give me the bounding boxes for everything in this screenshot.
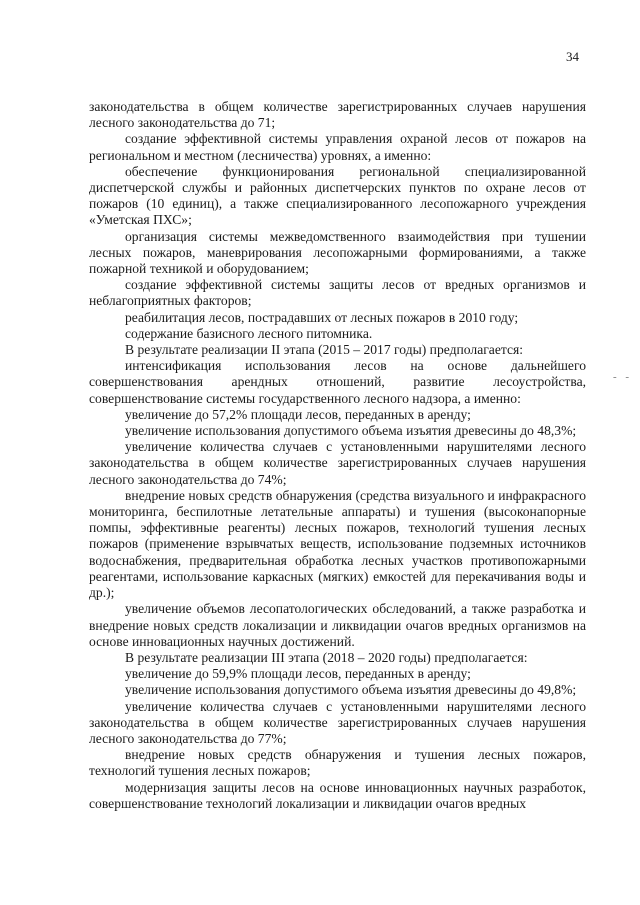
paragraph: реабилитация лесов, пострадавших от лесных пожаров в 2010 году; — [125, 309, 519, 325]
paragraph: увеличение до 57,2% площади лесов, переданных в аренду; — [125, 406, 471, 422]
paragraph: увеличение до 59,9% площади лесов, переданных в аренду; — [125, 666, 471, 682]
margin-mark: - - — [613, 371, 633, 383]
paragraph: В результате реализации III этапа (2018 – 2020 годы) предполагается: — [125, 649, 528, 665]
paragraph: увеличение использования допустимого объема изъятия древесины до 48,3%; — [125, 423, 577, 439]
paragraph: увеличение количества случаев с установленными нарушителями лесного законодательства в общем количестве зарегистрированных случаев нарушения лесного законодательства до 77%; — [89, 698, 586, 746]
paragraph: увеличение количества случаев с установленными нарушителями лесного законодательства в общем количестве зарегистрированных случаев нарушения лесного законодательства до 74%; — [89, 439, 586, 487]
paragraph: В результате реализации II этапа (2015 – 2017 годы) предполагается: — [125, 342, 524, 358]
page-number: 34 — [566, 49, 579, 64]
paragraph: законодательства в общем количестве зарегистрированных случаев нарушения лесного законодательства до 71; — [89, 99, 586, 131]
paragraph: организация системы межведомственного взаимодействия при тушении лесных пожаров, маневрирования лесопожарными формированиями, а также пожарной техникой и оборудованием; — [89, 228, 586, 277]
paragraph: внедрение новых средств обнаружения (средства визуального и инфракрасного мониторинга, беспилотные летательные аппараты) и тушения (высоконапорные помпы, эффективные реагенты) лесных пожаров, технологий тушения лесных пожаров (применение взрывчатых веществ, использование подземных источников водоснабжения, предварительная обработка лесных участков противопожарными реагентами, использование каркасных (мягких) емкостей для перекачивания воды и др.); — [89, 487, 586, 601]
paragraph: создание эффективной системы защиты лесов от вредных организмов и неблагоприятных факторов; — [89, 277, 586, 309]
paragraph: модернизация защиты лесов на основе инновационных научных разработок, совершенствование технологий локализации и ликвидации очагов вредных — [89, 779, 586, 811]
paragraph: увеличение использования допустимого объема изъятия древесины до 49,8%; — [125, 682, 577, 698]
paragraph: обеспечение функционирования региональной специализированной диспетчерской службы и районных диспетчерских пунктов по охране лесов от пожаров (10 единиц), а также специализированного лесопожарного учреждения «Уметская ПХС»; — [89, 163, 586, 228]
document-body — [89, 99, 586, 812]
paragraph: внедрение новых средств обнаружения и тушения лесных пожаров, технологий тушения лесных пожаров; — [89, 747, 586, 779]
paragraph: создание эффективной системы управления охраной лесов от пожаров на региональном и местном (лесничества) уровнях, а именно: — [89, 131, 586, 163]
paragraph: содержание базисного лесного питомника. — [125, 325, 373, 341]
paragraph: интенсификация использования лесов на основе дальнейшего совершенствования арендных отношений, развитие лесоустройства, совершенствование системы государственного лесного надзора, а именно: — [89, 358, 586, 406]
paragraph: увеличение объемов лесопатологических обследований, а также разработка и внедрение новых средств локализации и ликвидации очагов вредных организмов на основе инновационных научных достижений. — [89, 601, 586, 649]
